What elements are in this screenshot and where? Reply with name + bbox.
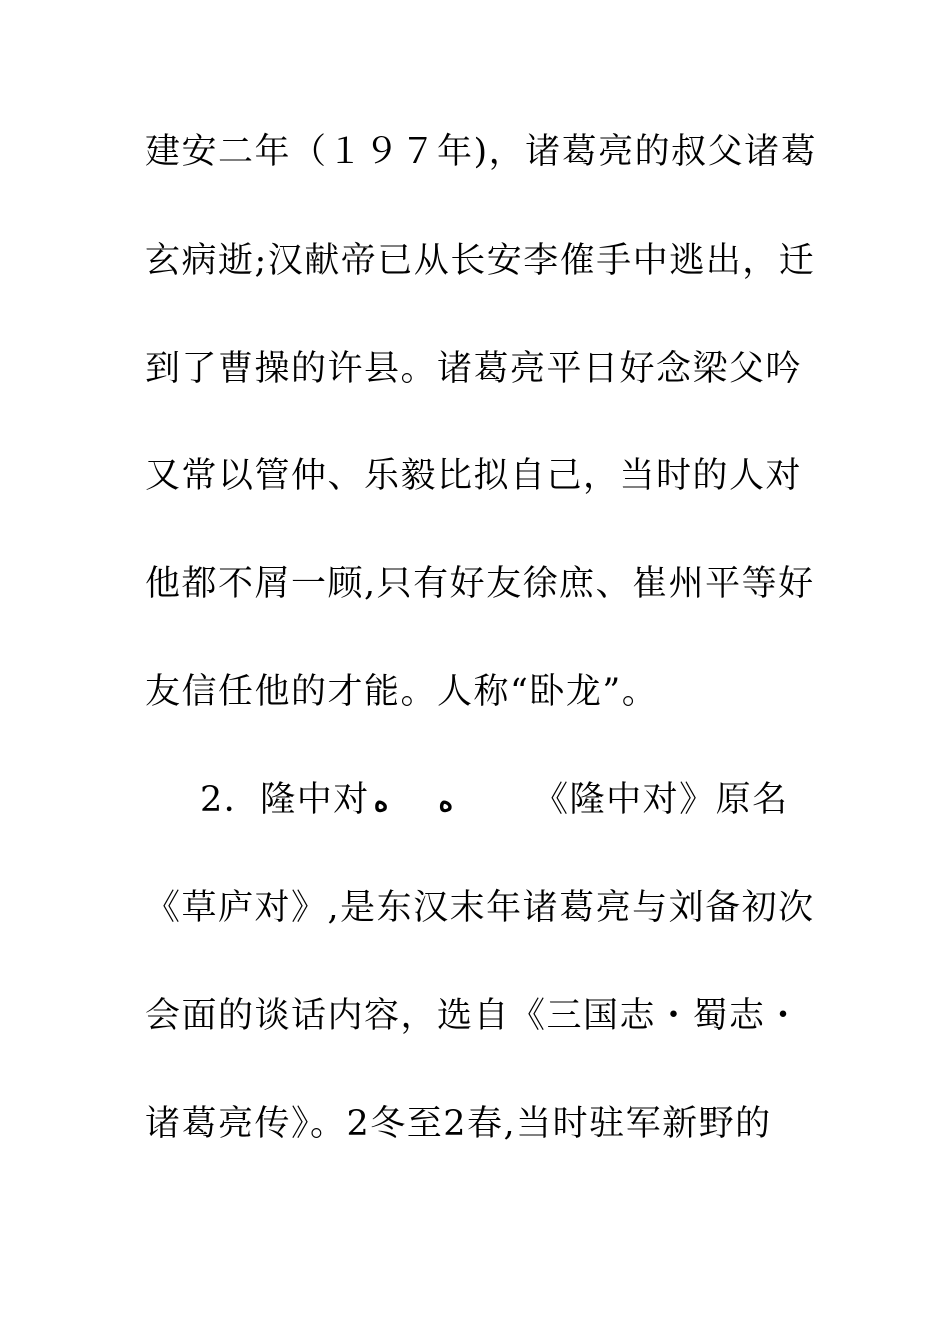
paragraph-line: 友信任他的才能。人称“卧龙”。 (145, 672, 659, 712)
stray-glyph: ه (438, 785, 454, 818)
paragraph-line: 又常以管仲、乐毅比拟自己，当时的人对 (145, 456, 803, 496)
paragraph-line: 诸葛亮传》。2冬至2春,当时驻军新野的 (145, 1104, 772, 1144)
paragraph-line: 玄病逝;汉献帝已从长安李傕手中逃出，迁 (145, 241, 816, 281)
paragraph-line: 到了曹操的许县。诸葛亮平日好念梁父吟 (145, 349, 803, 389)
section-heading: 2．隆中对 (200, 780, 370, 820)
paragraph-line: 《草庐对》,是东汉末年诸葛亮与刘备初次 (145, 888, 815, 928)
paragraph-line: 建安二年（１９７年)，诸葛亮的叔父诸葛 (145, 132, 818, 172)
paragraph-line: 他都不屑一顾,只有好友徐庶、崔州平等好 (145, 564, 815, 604)
paragraph-line: 会面的谈话内容，选自《三国志・蜀志・ (145, 996, 803, 1036)
paragraph-text: 《隆中对》原名 (533, 780, 789, 820)
section-heading-line (145, 770, 810, 830)
stray-glyph: ه (373, 785, 389, 818)
